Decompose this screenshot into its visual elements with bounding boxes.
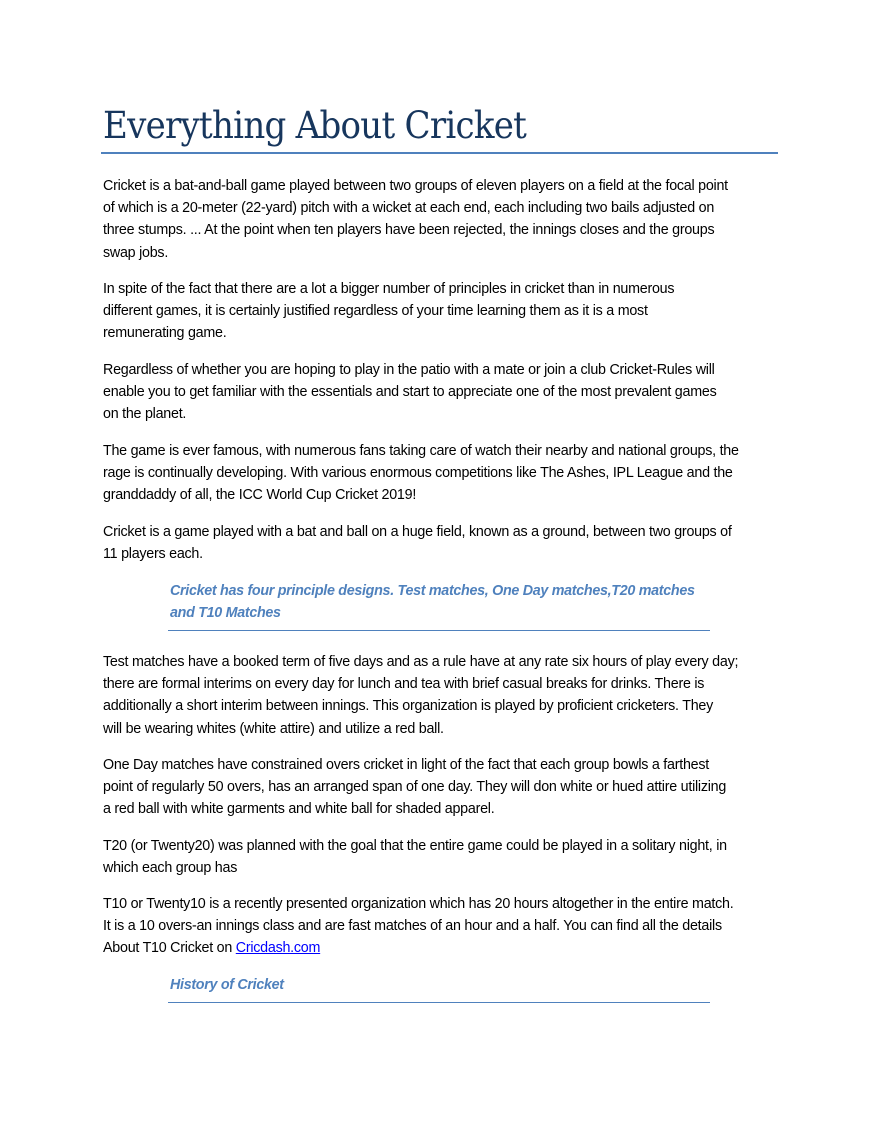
quote-line: Cricket has four principle designs. Test matches, One Day matches,T20 matches: [170, 583, 695, 599]
text-line: T10 or Twenty10 is a recently presented organization which has 20 hours altogether in the entire match.: [103, 896, 734, 912]
text-line: granddaddy of all, the ICC World Cup Cricket 2019!: [103, 487, 417, 504]
text-line-with-link: [103, 937, 793, 959]
text-line: remunerating game.: [103, 325, 227, 342]
paragraph-intro: [103, 175, 793, 264]
document-title: Everything About Cricket: [103, 104, 527, 147]
quote-underline: [168, 1002, 710, 1003]
text-line: The game is ever famous, with numerous fans taking care of watch their nearby and national groups, the: [103, 443, 739, 459]
paragraph-regardless: [103, 359, 793, 426]
cricdash-link[interactable]: Cricdash.com: [235, 940, 321, 957]
text-line: there are formal interims on every day for lunch and tea with brief casual breaks for drinks. There is: [103, 676, 705, 693]
text-line: rage is continually developing. With various enormous competitions like The Ashes, IPL League and the: [103, 465, 733, 482]
title-underline: [101, 152, 778, 154]
text-line: on the planet.: [103, 406, 187, 423]
paragraph-principles: [103, 278, 793, 345]
quote-underline: [168, 630, 710, 631]
text-line: Test matches have a booked term of five days and as a rule have at any rate six hours of play every day;: [103, 654, 739, 670]
paragraph-t10: [103, 893, 793, 960]
text-line: a red ball with white garments and white ball for shaded apparel.: [103, 801, 495, 818]
text-line: will be wearing whites (white attire) and utilize a red ball.: [103, 720, 444, 737]
text-line: T20 (or Twenty20) was planned with the goal that the entire game could be played in a solitary night, in: [103, 838, 727, 854]
text-line: One Day matches have constrained overs cricket in light of the fact that each group bowls a farthest: [103, 757, 709, 773]
text-line: additionally a short interim between innings. This organization is played by proficient cricketers. They: [103, 698, 714, 715]
text-line: different games, it is certainly justified regardless of your time learning them as it is a most: [103, 303, 648, 320]
text-line: Regardless of whether you are hoping to play in the patio with a mate or join a club Cricket-Rules will: [103, 362, 715, 378]
link-prefix: About T10 Cricket on: [103, 940, 236, 957]
text-line: Cricket is a bat-and-ball game played between two groups of eleven players on a field at the focal point: [103, 178, 728, 194]
paragraph-t20: [103, 835, 793, 879]
paragraph-ground: [103, 521, 793, 565]
text-line: point of regularly 50 overs, has an arranged span of one day. They will don white or hued attire utilizing: [103, 779, 727, 796]
intense-quote-history: [170, 974, 730, 996]
text-line: 11 players each.: [103, 546, 203, 563]
text-line: enable you to get familiar with the essentials and start to appreciate one of the most prevalent games: [103, 384, 717, 401]
text-line: which each group has: [103, 860, 238, 877]
quote-line: History of Cricket: [170, 977, 284, 993]
paragraph-one-day: [103, 754, 793, 821]
quote-line: and T10 Matches: [170, 605, 281, 622]
text-line: swap jobs.: [103, 244, 169, 261]
text-line: It is a 10 overs-an innings class and are fast matches of an hour and a half. You can find all the details: [103, 918, 722, 935]
intense-quote-formats: [170, 580, 730, 624]
text-line: three stumps. ... At the point when ten players have been rejected, the innings closes and the groups: [103, 222, 715, 239]
text-line: of which is a 20-meter (22-yard) pitch with a wicket at each end, each including two bails adjusted on: [103, 200, 715, 217]
paragraph-famous: [103, 440, 793, 507]
text-line: Cricket is a game played with a bat and ball on a huge field, known as a ground, between two groups of: [103, 524, 732, 540]
paragraph-test-matches: [103, 651, 793, 740]
text-line: In spite of the fact that there are a lot a bigger number of principles in cricket than in numerous: [103, 281, 675, 297]
